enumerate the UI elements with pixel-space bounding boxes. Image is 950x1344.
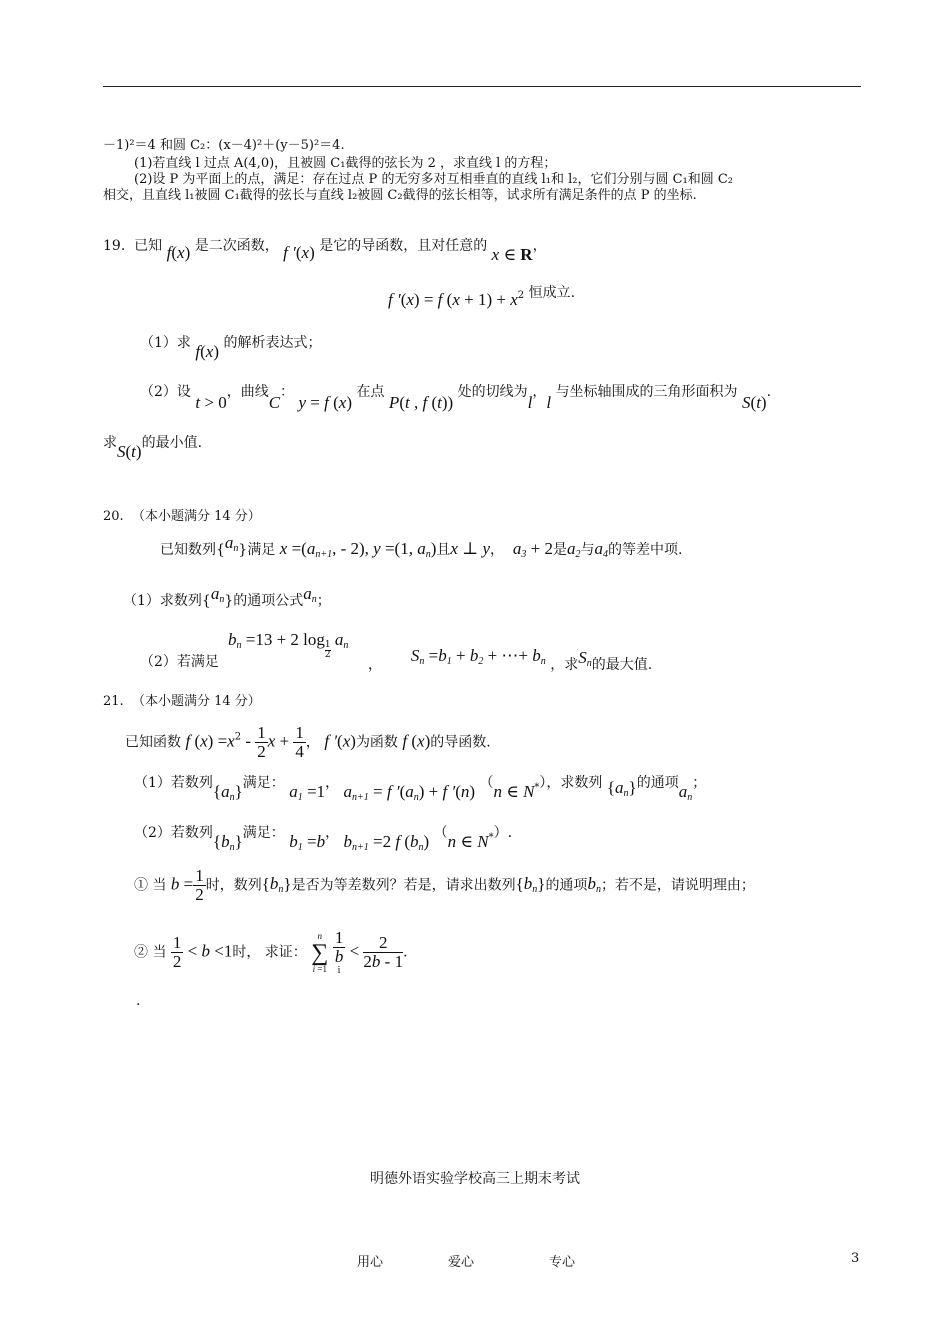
q20-part2-text: ， <box>368 657 382 673</box>
math-fx: ( <box>200 342 206 361</box>
math-fx: x <box>205 342 214 361</box>
math-fx-def: f <box>185 731 191 751</box>
math-set-an: { <box>606 778 616 797</box>
math-perp: ⊥ <box>457 539 483 558</box>
math-fx: f <box>166 243 172 262</box>
math-b1: $b_1$ <box>289 832 303 853</box>
q19-text: 是它的导函数，且对任意的 <box>319 238 488 254</box>
footer-word-3: 专心 <box>549 1255 576 1270</box>
q20-text: 与 <box>580 542 595 558</box>
q21-case1-text: ① 当 <box>134 877 167 894</box>
q20-part1-text: }的通项公式 <box>224 593 304 609</box>
q19-part2-text: 与坐标轴围成的三角形面积为 <box>555 384 738 400</box>
math-Sn: + ⋯+ <box>483 646 533 665</box>
q21-score: （本小题满分 14 分） <box>131 694 261 709</box>
math-curve: f <box>324 393 329 412</box>
math-point: t <box>437 393 442 412</box>
q21-case2-text: ② 当 <box>134 944 167 961</box>
q19-number: 19. <box>103 238 126 254</box>
math-ineq: <1 <box>210 941 233 961</box>
math-fx: f <box>402 731 408 751</box>
math-fx: f <box>195 342 201 361</box>
math-recur-a: f ′ <box>386 782 400 801</box>
math-Sn: $b_n$ <box>532 646 546 667</box>
q20-part2-text: 的最大值. <box>591 657 653 673</box>
math-a3: $a_3$ <box>512 539 527 560</box>
math-S: ( <box>125 442 132 461</box>
math-paren: ) <box>309 243 315 262</box>
q21-part1-text: ； <box>692 775 707 791</box>
stray-dot: . <box>136 993 141 1009</box>
math-recur-a: n <box>460 782 470 801</box>
math-vec-x: =( <box>287 539 307 558</box>
math-ineq: < <box>345 941 364 961</box>
math-fx-def: 2 <box>234 731 242 743</box>
q18-part1: (1)若直线 l 过点 A(4,0)，且被圆 C₁截得的弦长为 2 ，求直线 l 的方程； <box>134 156 557 171</box>
q19-part3 <box>103 433 203 461</box>
q19-equation <box>388 285 576 310</box>
math-vec-x: $a_{n+1}$ <box>306 539 333 560</box>
math-t: > 0 <box>200 393 227 412</box>
math-vec-y: $a_n$ <box>417 539 431 560</box>
math-recur-b: ( <box>400 832 411 851</box>
math-recur-a: $a_n$ <box>405 782 419 803</box>
math-fprime: f ′ <box>324 731 338 751</box>
math-paren: ( <box>171 243 178 262</box>
q18-part2a: (2)设 P 为平面上的点，满足：存在过点 P 的无穷多对互相垂直的直线 l₁和 l₂，它们分别与圆 C₁和圆 C₂ <box>134 172 734 187</box>
math-point: f <box>422 393 428 412</box>
math-set-bn: { <box>261 874 270 894</box>
footer-word-1: 用心 <box>357 1255 384 1270</box>
math-bn: $b_n$ <box>228 630 242 651</box>
header-rule <box>103 86 861 87</box>
math-n-in-N: * <box>488 832 494 843</box>
q21-part2-text: （ <box>433 825 448 841</box>
math-C: C <box>268 393 281 412</box>
math-recur-a: $a_{n+1}$ <box>343 782 369 803</box>
math-a2: $a_2$ <box>566 539 581 560</box>
math-a1: =1 <box>302 782 326 801</box>
q21-part1-text: （ <box>479 775 494 791</box>
q20-text: 的等差中项. <box>607 542 683 558</box>
q21-case2-text: . <box>403 944 408 961</box>
math-fx-def: x <box>267 731 276 751</box>
math-t: t <box>195 393 201 412</box>
math-n-in-N: ∈ <box>456 832 478 851</box>
q20-score: （本小题满分 14 分） <box>131 509 261 524</box>
q18-line1: －1)²＝4 和圆 C₂：(x－4)²＋(y－5)²＝4. <box>103 138 345 153</box>
q20-text: 且 <box>436 542 451 558</box>
q19-part2-text: . <box>766 384 772 400</box>
q21-stem <box>125 724 491 761</box>
math-b-half: = <box>179 874 194 894</box>
q21-part1 <box>134 772 707 803</box>
math-Sn: $b_2$ <box>469 646 484 667</box>
q19-hold: 恒成立. <box>528 285 576 301</box>
q20-text: 已知数列{ <box>160 542 225 558</box>
q18-part2b: 相交，且直线 l₁被圆 C₁截得的弦长与直线 l₂被圆 C₂截得的弦长相等，试求所有满足条件的点 P 的坐标. <box>103 188 697 203</box>
q20-part2-text: （2）若满足 <box>140 654 219 670</box>
math-frac-half: $\frac{1}{2}$ <box>172 933 182 972</box>
math-point: )) <box>441 393 454 412</box>
math-recur-b: ) <box>423 832 430 851</box>
q21-header <box>103 695 261 709</box>
math-set-bn: { <box>212 832 222 851</box>
math-an: $a_n$ <box>678 782 693 803</box>
math-recur-a: ( <box>455 782 461 801</box>
math-eq: ) = <box>413 290 438 309</box>
q21-number: 21. <box>103 694 124 709</box>
math-paren: ( <box>295 243 302 262</box>
q19-part2-text: ， <box>532 384 547 400</box>
math-n-in-N: N <box>477 832 489 851</box>
q19-text: 已知 <box>134 238 163 254</box>
math-an: $a_n$ <box>210 584 225 605</box>
q21-case1 <box>134 867 755 904</box>
footer-word-2: 爱心 <box>448 1255 475 1270</box>
math-x-in-R: x <box>491 245 500 264</box>
math-curve: ) <box>346 393 353 412</box>
math-n-in-N: N <box>523 782 535 801</box>
q19-text: 是二次函数， <box>194 238 279 254</box>
math-fprime: ( <box>337 731 343 751</box>
q20-stem <box>160 533 683 560</box>
math-Sn: + <box>451 646 470 665</box>
q21-text: ， <box>305 734 320 751</box>
math-S: ( <box>750 393 757 412</box>
math-Sn: = <box>424 646 439 665</box>
q21-part2-text: 满足： <box>242 825 285 841</box>
math-set-bn: $b_n$ <box>269 874 284 896</box>
math-set-bn: } <box>234 832 243 851</box>
math-eq: f <box>437 290 443 309</box>
math-curve: x <box>338 393 347 412</box>
q21-part1-text: ），求数列 <box>539 775 603 791</box>
math-fx-def: x <box>227 731 235 751</box>
math-point: ( <box>427 393 438 412</box>
page-number: 3 <box>851 1251 860 1266</box>
math-n-in-N: ∈ <box>501 782 524 801</box>
q19-part2-text: 处的切线为 <box>457 384 528 400</box>
q19-part2-text: （2）设 <box>140 384 191 400</box>
math-in: ∈ R <box>499 245 533 264</box>
math-S: ) <box>760 393 767 412</box>
q19-part1 <box>140 333 322 361</box>
math-perp: y <box>482 539 490 558</box>
q19-part1-text: 的解析表达式； <box>223 335 322 351</box>
math-a3: + 2 <box>526 539 553 558</box>
math-x: x <box>177 243 185 262</box>
q21-part2 <box>134 822 513 853</box>
math-set-an: { <box>212 782 222 801</box>
math-paren: ) <box>184 243 191 262</box>
q20-part2-sum <box>368 646 653 675</box>
math-curve: y <box>298 393 307 412</box>
math-recur-a: ) <box>469 782 476 801</box>
math-eq: + 1) + <box>459 290 511 309</box>
math-vec-y: y <box>373 539 381 558</box>
math-l: l <box>546 393 552 412</box>
math-recur-a: ) + <box>418 782 443 801</box>
q20-part1-text: ； <box>316 593 331 609</box>
q20-part2 <box>140 655 219 670</box>
q21-case1-text: 是否为等差数列？若是，请求出数列 <box>291 877 516 894</box>
math-eq: f ′ <box>388 290 401 309</box>
math-set-an: $a_n$ <box>221 782 235 803</box>
math-fx: ) <box>213 342 219 361</box>
math-n-in-N: n <box>447 832 457 851</box>
math-point: t <box>404 393 410 412</box>
math-curve: = <box>306 393 325 412</box>
q20-number: 20. <box>103 509 124 524</box>
q20-bn-formula <box>228 631 348 660</box>
math-S: S <box>742 393 751 412</box>
math-recur-b: $b_n$ <box>410 832 424 853</box>
math-perp: x <box>450 539 458 558</box>
q21-case1-text: 的通项 <box>545 877 588 894</box>
math-fx-def: - <box>241 731 256 751</box>
math-S: ) <box>135 442 142 461</box>
math-S: S <box>117 442 126 461</box>
math-a1: $a_1$ <box>289 782 303 803</box>
q21-case1-text: ；若不是，请说明理由； <box>600 877 755 894</box>
math-vec-x: x <box>279 539 288 558</box>
math-eq: x <box>510 290 518 309</box>
q21-part2-text: ）. <box>493 825 513 841</box>
q19-part2 <box>140 382 772 412</box>
math-eq: ( <box>400 290 407 309</box>
math-set-bn: $b_n$ <box>523 874 538 896</box>
q21-part2-text: ， <box>325 825 340 841</box>
math-sum-symbol: n ∑ i =1 <box>311 930 329 974</box>
math-an: $a_n$ <box>303 584 317 605</box>
q21-part1-text: 的通项 <box>636 775 679 791</box>
q21-case2 <box>134 929 408 976</box>
math-fx: x <box>417 731 425 751</box>
math-fprime: f ′ <box>283 243 296 262</box>
math-fx: ) <box>424 731 431 751</box>
math-recur-a: f ′ <box>442 782 456 801</box>
math-vec-y: ) <box>430 539 437 558</box>
q20-text: }满足 <box>238 542 276 558</box>
math-eq: 2 <box>517 290 525 301</box>
q19-stem <box>103 236 547 264</box>
math-fprime: ) <box>350 731 356 751</box>
math-bn: $a_n$ <box>330 630 349 651</box>
q19-comma: ， <box>532 238 547 254</box>
math-point: P <box>388 393 400 412</box>
math-Sn: $b_1$ <box>438 646 452 667</box>
math-log-base: $\frac{1}{2}$ <box>324 640 331 660</box>
q21-text: 为函数 <box>355 734 398 751</box>
math-x: x <box>301 243 310 262</box>
math-Sn: $S_n$ <box>578 648 592 669</box>
q21-text: 的导函数. <box>430 734 491 751</box>
math-recur-b: =2 <box>368 832 396 851</box>
math-vec-x: , - 2), <box>332 539 374 558</box>
math-recur-b: $b_{n+1}$ <box>343 832 369 853</box>
math-recur-a: = <box>368 782 387 801</box>
math-recur-b: f <box>395 832 401 851</box>
math-S: t <box>131 442 136 461</box>
math-eq: x <box>406 290 414 309</box>
math-eq: ( <box>442 290 453 309</box>
math-fx-def: ( <box>190 731 201 751</box>
math-frac-quarter: $\frac{1}{4}$ <box>295 723 304 761</box>
math-n-in-N: * <box>534 782 540 793</box>
math-bn: $b_n$ <box>587 874 601 896</box>
math-b1: = <box>302 832 317 851</box>
math-a4: $a_4$ <box>594 539 608 560</box>
math-eq: x <box>452 290 460 309</box>
math-point: , <box>409 393 423 412</box>
q21-part1-text: 满足： <box>242 775 285 791</box>
math-n-in-N: n <box>493 782 502 801</box>
math-an: $a_n$ <box>224 533 239 554</box>
math-set-an: } <box>234 782 243 801</box>
math-l: l <box>527 393 533 412</box>
q19-part2-text: 在点 <box>356 384 385 400</box>
math-ineq: b <box>201 941 210 961</box>
math-fx-def: x <box>200 731 208 751</box>
math-set-an: } <box>628 778 637 797</box>
q19-part2-text: ： <box>280 384 295 400</box>
math-fx-def: ) = <box>207 731 228 751</box>
q19-part3-text: 的最小值. <box>141 435 203 451</box>
math-b-half: b <box>170 874 180 894</box>
q20-part1 <box>123 584 331 611</box>
q19-part2-text: ，曲线 <box>226 384 269 400</box>
q20-part2-text: ，求 <box>550 657 579 673</box>
q20-text: ， <box>489 542 504 558</box>
math-set-bn: } <box>537 874 546 894</box>
q20-header <box>103 510 261 524</box>
math-S: t <box>756 393 761 412</box>
math-frac-bound: $\frac{2}{2b - 1}$ <box>363 933 404 972</box>
q19-part3-text: 求 <box>103 435 117 451</box>
math-Sn: $S_n$ <box>410 646 425 667</box>
math-frac-half: $\frac{1}{2}$ <box>195 866 204 904</box>
q21-part2-text: （2）若数列 <box>134 825 213 841</box>
math-set-bn: $b_n$ <box>221 832 235 853</box>
math-vec-y: =(1, <box>380 539 418 558</box>
q19-part1-text: （1）求 <box>140 335 191 351</box>
math-set-bn: } <box>283 874 292 894</box>
math-b1: b <box>316 832 326 851</box>
math-set-bn: { <box>515 874 524 894</box>
math-ineq: < <box>183 941 202 961</box>
q20-part1-text: （1）求数列{ <box>123 593 211 609</box>
math-set-an: $a_n$ <box>615 778 629 799</box>
q21-case2-text: 时， 求证： <box>232 944 307 961</box>
math-fx: ( <box>407 731 418 751</box>
q21-case1-text: 时，数列 <box>205 877 262 894</box>
q21-part1-text: （1）若数列 <box>134 775 213 791</box>
math-recur-a: ( <box>399 782 406 801</box>
math-frac-1-bi: 1 b i <box>334 928 344 976</box>
math-curve: ( <box>328 393 339 412</box>
school-title: 明德外语实验学校高三上期末考试 <box>370 1171 580 1187</box>
q21-part1-text: ， <box>325 775 340 791</box>
math-point: ( <box>399 393 405 412</box>
math-fx-def: + <box>275 731 294 751</box>
math-frac-half: $\frac{1}{2}$ <box>257 723 266 761</box>
math-fprime: x <box>342 731 351 751</box>
q20-text: 是 <box>552 542 567 558</box>
math-bn: =13 + 2 log <box>241 630 325 649</box>
q21-text: 已知函数 <box>125 734 181 751</box>
